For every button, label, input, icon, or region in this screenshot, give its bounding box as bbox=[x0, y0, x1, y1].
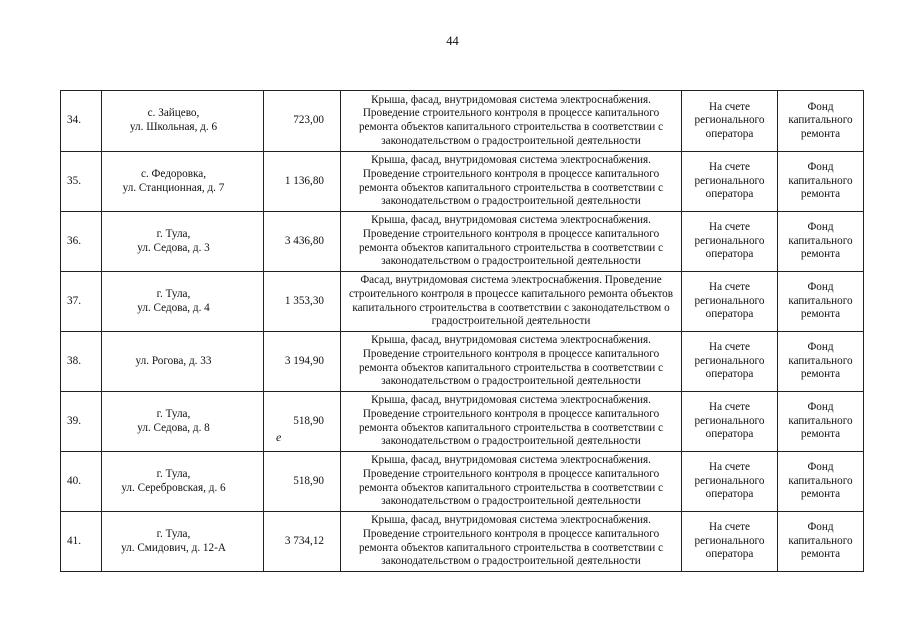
cost-value: 3 194,90 bbox=[284, 354, 324, 367]
address-street: ул. Рогова, д. 33 bbox=[135, 354, 212, 367]
funding-source-cell: Фонд капитального ремонта bbox=[778, 272, 864, 332]
cost-cell bbox=[264, 212, 341, 272]
cost-cell bbox=[264, 91, 341, 152]
address-street: ул. Смидович, д. 12-А bbox=[121, 541, 226, 554]
row-number-cell: 35. bbox=[61, 152, 102, 212]
row-number-cell: 41. bbox=[61, 512, 102, 572]
funds-location-cell: На счете регионального оператора bbox=[682, 392, 778, 452]
table-row bbox=[61, 392, 864, 452]
address-cell bbox=[102, 91, 264, 152]
funding-source-cell: Фонд капитального ремонта bbox=[778, 512, 864, 572]
table-row bbox=[61, 91, 864, 152]
work-description: Крыша, фасад, внутридомовая система электроснабжения. Проведение строительного контроля в процессе капитального ремонта объектов капитального строительства в соответствии с законодательством о градостроительной деятельности bbox=[358, 214, 664, 268]
funds-location-cell: На счете регионального оператора bbox=[682, 332, 778, 392]
cost-value: 723,00 bbox=[293, 114, 324, 127]
work-description: Крыша, фасад, внутридомовая система электроснабжения. Проведение строительного контроля в процессе капитального ремонта объектов капитального строительства в соответствии с законодательством о градостроительной деятельности bbox=[358, 454, 664, 508]
address-street: ул. Седова, д. 8 bbox=[137, 421, 210, 434]
cost-value: 518,90 bbox=[293, 474, 324, 487]
address-street: ул. Серебровская, д. 6 bbox=[121, 481, 226, 494]
cost-value: 1 353,30 bbox=[284, 294, 324, 307]
work-description-cell bbox=[341, 392, 682, 452]
cost-value: 1 136,80 bbox=[284, 174, 324, 187]
row-number-cell: 37. bbox=[61, 272, 102, 332]
cost-cell bbox=[264, 152, 341, 212]
address-locality: г. Тула, bbox=[156, 467, 191, 480]
cost-value: 3 436,80 bbox=[284, 234, 324, 247]
address-cell bbox=[102, 212, 264, 272]
row-number-cell: 36. bbox=[61, 212, 102, 272]
cost-cell bbox=[264, 512, 341, 572]
address-locality: г. Тула, bbox=[156, 407, 191, 420]
funding-source-cell: Фонд капитального ремонта bbox=[778, 332, 864, 392]
funds-location-cell: На счете регионального оператора bbox=[682, 91, 778, 152]
table-body bbox=[61, 91, 864, 572]
address-street: ул. Станционная, д. 7 bbox=[122, 181, 225, 194]
address-locality: г. Тула, bbox=[156, 527, 191, 540]
address-cell bbox=[102, 272, 264, 332]
cost-cell bbox=[264, 272, 341, 332]
work-description: Фасад, внутридомовая система электроснабжения. Проведение строительного контроля в процессе капитального ремонта объектов капитального строительства в соответствии с законодательством о градостроительной деятельности bbox=[348, 274, 674, 328]
work-description-cell bbox=[341, 152, 682, 212]
table-row bbox=[61, 332, 864, 392]
address-street: ул. Седова, д. 4 bbox=[137, 301, 210, 314]
address-cell bbox=[102, 452, 264, 512]
table-row bbox=[61, 452, 864, 512]
row-number-cell: 38. bbox=[61, 332, 102, 392]
cost-value: 518,90 bbox=[293, 414, 324, 427]
work-description-cell bbox=[341, 91, 682, 152]
address-cell bbox=[102, 392, 264, 452]
funds-location-cell: На счете регионального оператора bbox=[682, 452, 778, 512]
work-description-cell bbox=[341, 332, 682, 392]
work-description: Крыша, фасад, внутридомовая система электроснабжения. Проведение строительного контроля в процессе капитального ремонта объектов капитального строительства в соответствии с законодательством о градостроительной деятельности bbox=[358, 334, 664, 388]
work-description-cell bbox=[341, 212, 682, 272]
work-description-cell bbox=[341, 512, 682, 572]
address-locality: с. Зайцево, bbox=[147, 107, 200, 120]
funding-source-cell: Фонд капитального ремонта bbox=[778, 91, 864, 152]
cost-cell bbox=[264, 452, 341, 512]
address-cell bbox=[102, 152, 264, 212]
page-number: 44 bbox=[446, 34, 459, 48]
work-description: Крыша, фасад, внутридомовая система электроснабжения. Проведение строительного контроля в процессе капитального ремонта объектов капитального строительства в соответствии с законодательством о градостроительной деятельности bbox=[358, 394, 664, 448]
row-number-cell: 39. bbox=[61, 392, 102, 452]
handwritten-mark: e bbox=[276, 430, 282, 445]
funding-source-cell: Фонд капитального ремонта bbox=[778, 392, 864, 452]
address-cell bbox=[102, 512, 264, 572]
funding-source-cell: Фонд капитального ремонта bbox=[778, 152, 864, 212]
address-locality: с. Федоровка, bbox=[141, 167, 206, 180]
table-row bbox=[61, 512, 864, 572]
work-description: Крыша, фасад, внутридомовая система электроснабжения. Проведение строительного контроля в процессе капитального ремонта объектов капитального строительства в соответствии с законодательством о градостроительной деятельности bbox=[358, 93, 664, 147]
work-description: Крыша, фасад, внутридомовая система электроснабжения. Проведение строительного контроля в процессе капитального ремонта объектов капитального строительства в соответствии с законодательством о градостроительной деятельности bbox=[358, 154, 664, 208]
work-description-cell bbox=[341, 272, 682, 332]
address-street: ул. Седова, д. 3 bbox=[137, 241, 210, 254]
work-description-cell bbox=[341, 452, 682, 512]
work-description: Крыша, фасад, внутридомовая система электроснабжения. Проведение строительного контроля в процессе капитального ремонта объектов капитального строительства в соответствии с законодательством о градостроительной деятельности bbox=[358, 514, 664, 568]
cost-cell bbox=[264, 332, 341, 392]
funds-location-cell: На счете регионального оператора bbox=[682, 272, 778, 332]
address-street: ул. Школьная, д. 6 bbox=[129, 121, 218, 133]
table-row bbox=[61, 152, 864, 212]
address-cell bbox=[102, 332, 264, 392]
address-locality: г. Тула, bbox=[156, 227, 191, 240]
row-number-cell: 40. bbox=[61, 452, 102, 512]
funds-location-cell: На счете регионального оператора bbox=[682, 212, 778, 272]
funding-source-cell: Фонд капитального ремонта bbox=[778, 452, 864, 512]
address-locality: г. Тула, bbox=[156, 287, 191, 300]
cost-value: 3 734,12 bbox=[284, 534, 324, 547]
cost-cell bbox=[264, 392, 341, 452]
row-number-cell: 34. bbox=[61, 91, 102, 152]
funds-location-cell: На счете регионального оператора bbox=[682, 512, 778, 572]
table-row bbox=[61, 272, 864, 332]
funds-location-cell: На счете регионального оператора bbox=[682, 152, 778, 212]
table-row bbox=[61, 212, 864, 272]
funding-source-cell: Фонд капитального ремонта bbox=[778, 212, 864, 272]
repair-schedule-table bbox=[60, 90, 864, 572]
